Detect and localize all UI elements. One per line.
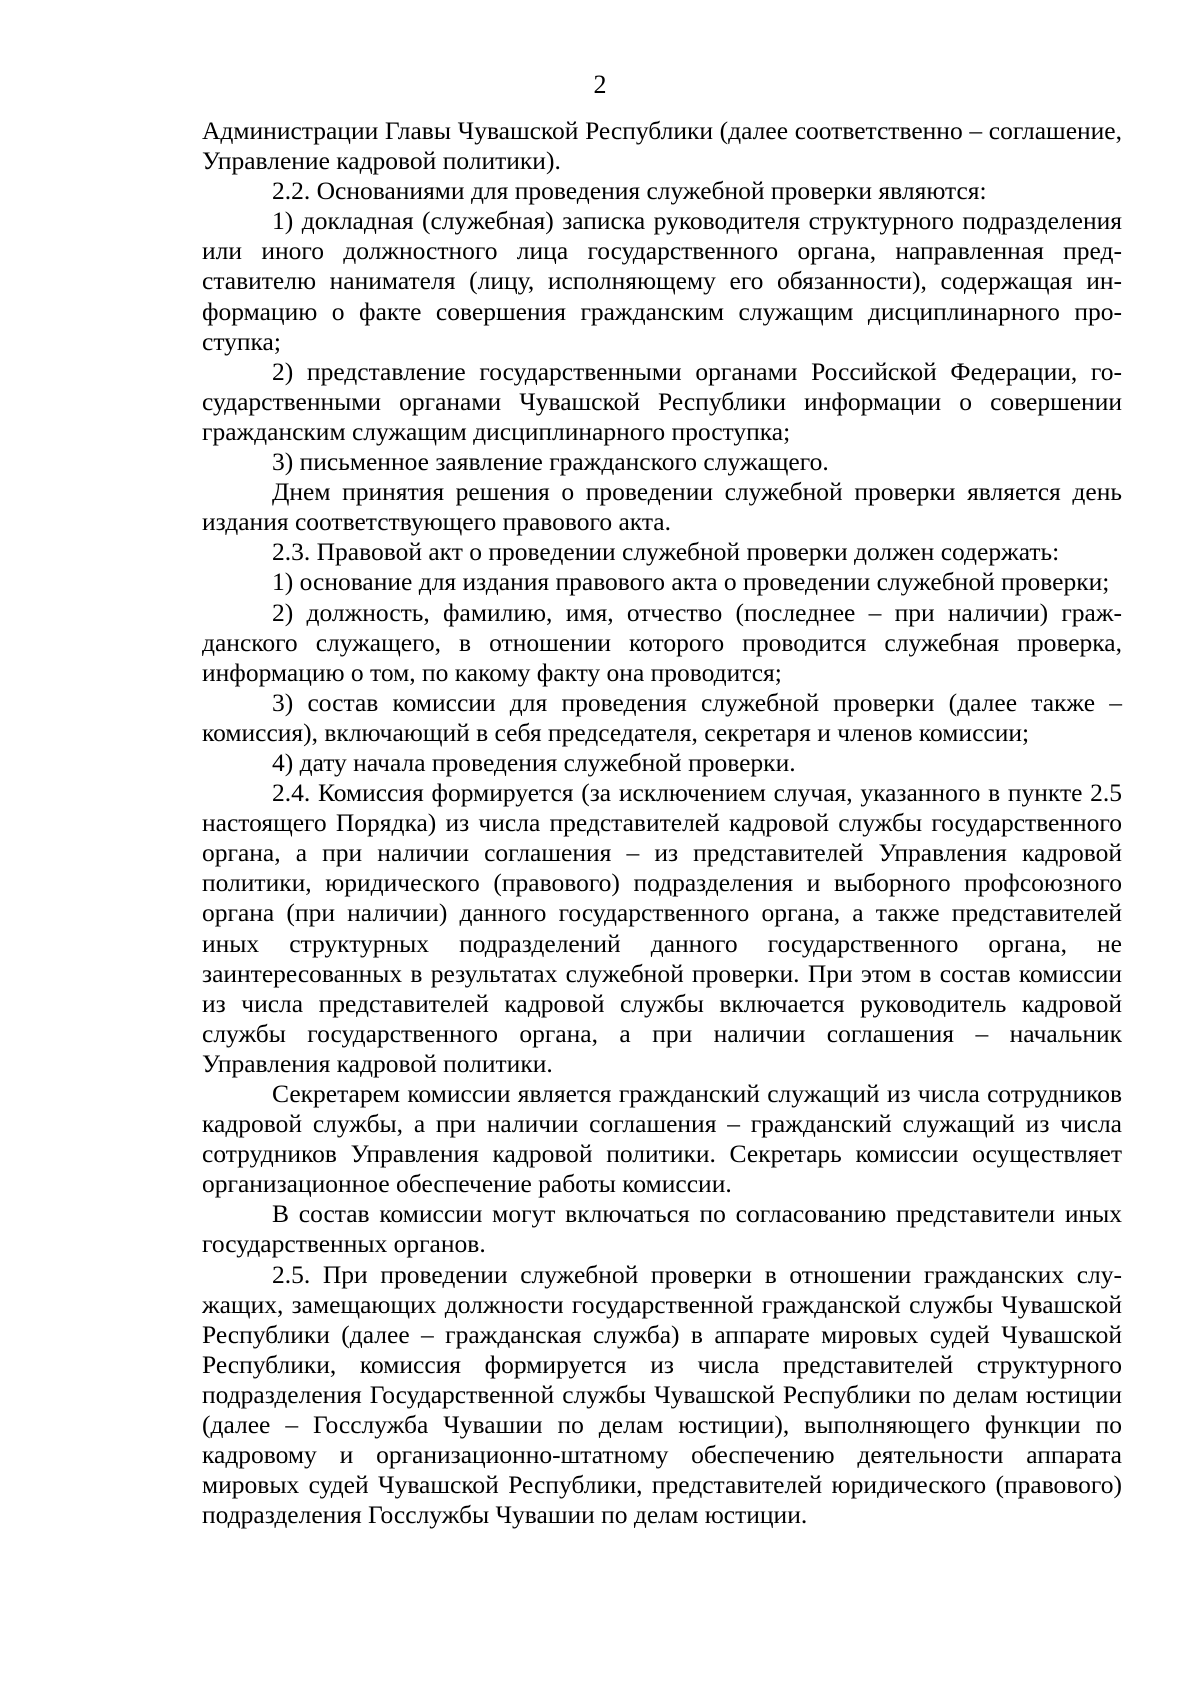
paragraph-continuation: Администрации Главы Чувашской Республики (далее соответственно – соглашение, Управление кадровой политики). [202, 116, 1122, 176]
document-body [202, 116, 1122, 1530]
paragraph-2-3-item-4: 4) дату начала проведения служебной проверки. [272, 747, 796, 777]
paragraph-2-3-item-3: 3) состав комиссии для проведения служебной проверки (далее также – комиссия), включающий в себя председателя, секретаря и членов комиссии; [202, 687, 1122, 747]
paragraph-2-2-item-2: 2) представление государственными органами Российской Федерации, государственными органами Чувашской Республики информации о совершении гражданским служащим дисциплинарного проступка; [202, 356, 1122, 446]
paragraph-2-3-heading: 2.3. Правовой акт о проведении служебной проверки должен содержать: [272, 537, 1060, 567]
paragraph-other-bodies: В состав комиссии могут включаться по согласованию представители иных государственных органов. [202, 1199, 1122, 1259]
paragraph-2-5: 2.5. При проведении служебной проверки в отношении гражданских служащих, замещающих должности государственной гражданской службы Чувашской Республики (далее – гражданская служба) в аппарате мировых судей Чувашской Республики, комиссия формируется из числа представителей структурного подразделения Государственной службы Чувашской Республики по делам юстиции (далее – Госслужба Чувашии по делам юстиции), выполняющего функции по кадровому и организационно-штатному обеспечению деятельности аппарата мировых судей Чувашской Республики, представителей юридического (правового) подразделения Госслужбы Чувашии по делам юстиции. [202, 1259, 1122, 1530]
page-number: 2 [593, 70, 607, 99]
paragraph-secretary: Секретарем комиссии является гражданский служащий из числа сотрудников кадровой службы, а при наличии соглашения – гражданский служащий из числа сотрудников Управления кадровой политики. Секретарь комиссии осуществляет организационное обеспечение работы комиссии. [202, 1079, 1122, 1199]
paragraph-2-4: 2.4. Комиссия формируется (за исключением случая, указанного в пункте 2.5 настоящего Порядка) из числа представителей кадровой службы государственного органа, а при наличии соглашения – из представителей Управления кадровой политики, юридического (правового) подразделения и выборного профсоюзного органа (при наличии) данного государственного органа, а также представителей иных структурных подразделений данного государственного органа, не заинтересованных в результатах служебной проверки. При этом в состав комиссии из числа представителей кадровой службы включается руководитель кадровой службы государственного органа, а при наличии соглашения – начальник Управления кадровой политики. [202, 778, 1122, 1078]
paragraph-2-3-item-1: 1) основание для издания правового акта о проведении служебной проверки; [272, 567, 1110, 597]
paragraph-2-3-item-2: 2) должность, фамилию, имя, отчество (последнее – при наличии) гражданского служащего, в отношении которого проводится служебная проверка, информацию о том, по какому факту она проводится; [202, 597, 1122, 687]
paragraph-2-2-item-1: 1) докладная (служебная) записка руководителя структурного подразделения или иного должностного лица государственного органа, направленная представителю нанимателя (лицу, исполняющему его обязанности), содержащая информацию о факте совершения гражданским служащим дисциплинарного проступка; [202, 206, 1122, 356]
paragraph-2-2-heading: 2.2. Основаниями для проведения служебной проверки являются: [272, 176, 987, 206]
paragraph-decision-date: Днем принятия решения о проведении служебной проверки является день издания соответствующего правового акта. [202, 477, 1122, 537]
paragraph-2-2-item-3: 3) письменное заявление гражданского служащего. [272, 447, 829, 477]
